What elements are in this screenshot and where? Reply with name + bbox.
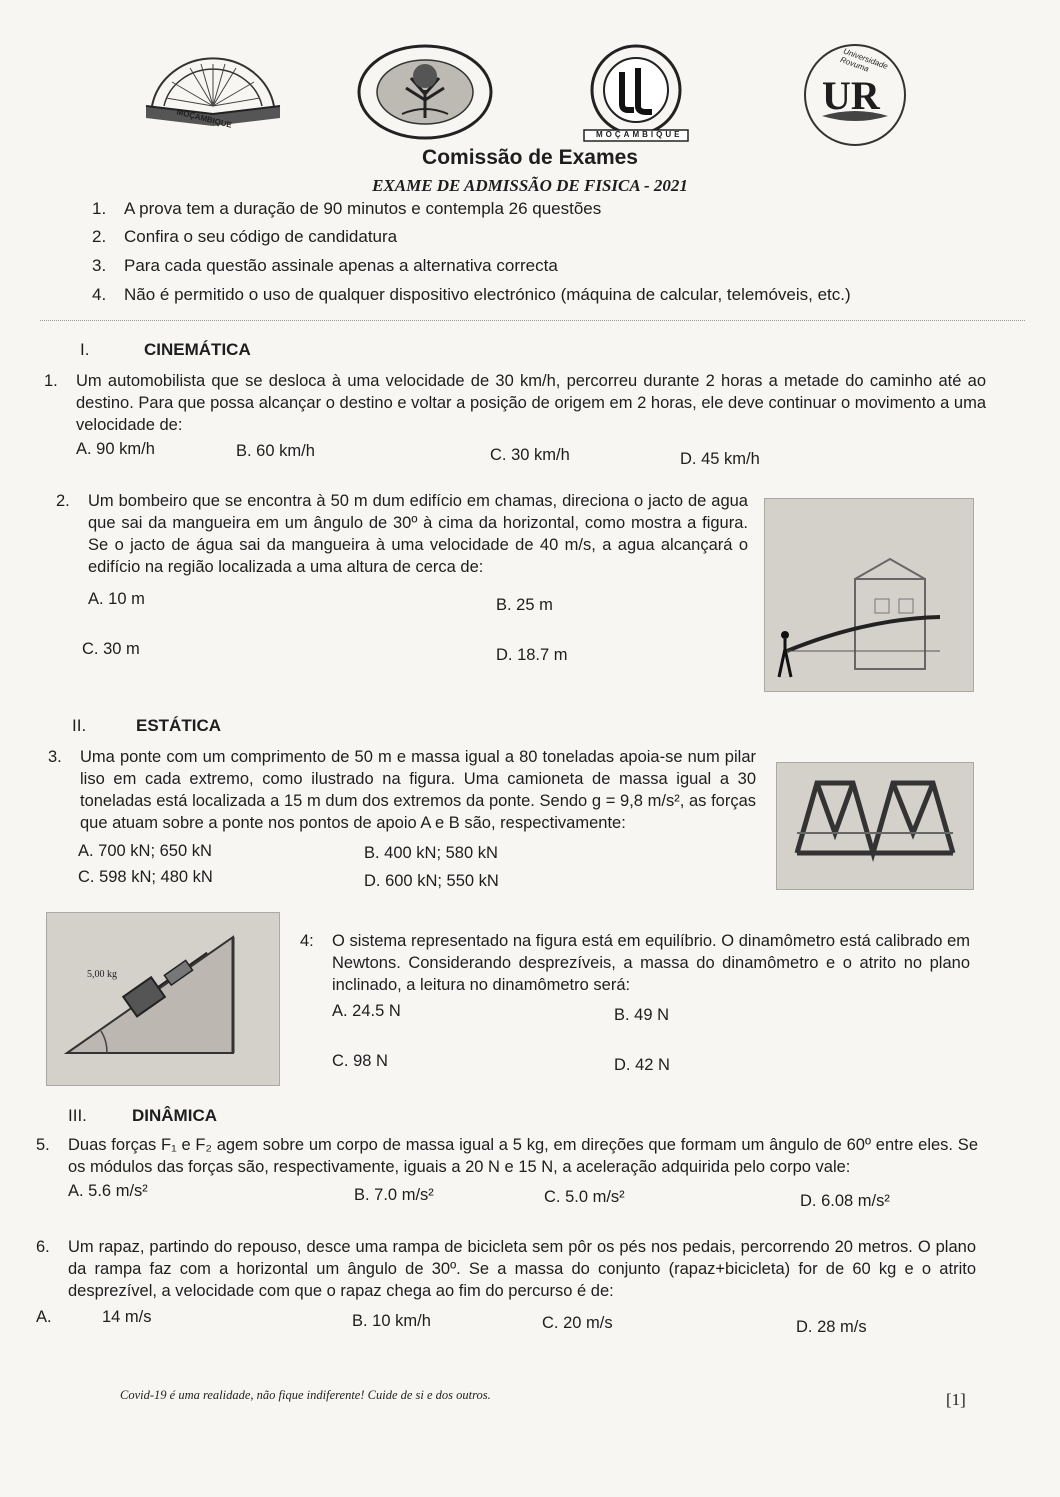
question-text: 5. Duas forças F₁ e F₂ agem sobre um corpo de massa igual a 5 kg, em direções que formam um ângulo de 60º entre eles. Se os módulos das forças são, respectivamente, iguais a 20 N e 15 N, a aceleração adquirida pelo corpo vale: — [36, 1136, 978, 1176]
upm-logo — [138, 44, 288, 139]
unilicungo-logo-caption: MOÇAMBIQUE — [596, 130, 683, 139]
firefighter-figure — [764, 498, 974, 692]
answer-option[interactable]: B. 7.0 m/s² — [354, 1186, 434, 1204]
answer-option[interactable]: C. 30 m — [82, 640, 140, 658]
divider — [40, 320, 1025, 321]
unirovuma-logo-initials: UR — [822, 73, 880, 118]
answer-option[interactable]: D. 45 km/h — [680, 450, 760, 468]
section-heading: I. CINEMÁTICA — [80, 340, 251, 359]
mass-label: 5,00 kg — [87, 969, 117, 980]
answer-option[interactable]: B. 25 m — [496, 596, 553, 614]
section-heading: II. ESTÁTICA — [72, 716, 221, 735]
instruction-item: 2. Confira o seu código de candidatura — [92, 227, 398, 246]
answer-option[interactable]: C. 30 km/h — [490, 446, 570, 464]
unirovuma-logo-name: Universidade Rovuma — [839, 46, 890, 74]
answer-option[interactable]: C. 598 kN; 480 kN — [78, 868, 213, 886]
answer-option[interactable]: C. 98 N — [332, 1052, 388, 1070]
section-heading: III. DINÂMICA — [68, 1106, 217, 1125]
question-text: 4: O sistema representado na figura está em equilíbrio. O dinamômetro está calibrado em Newtons. Considerando desprezíveis, a massa do dinamômetro e o atrito no plano inclinado, a leitura no dinamômetro será: — [300, 932, 970, 994]
instruction-item: 4. Não é permitido o uso de qualquer dispositivo electrónico (máquina de calcular, telemóveis, etc.) — [92, 285, 851, 304]
answer-option[interactable]: D. 18.7 m — [496, 646, 568, 664]
footer-note: Covid-19 é uma realidade, não fique indiferente! Cuide de si e dos outros. — [120, 1388, 491, 1402]
question-text: 6. Um rapaz, partindo do repouso, desce uma rampa de bicicleta sem pôr os pés nos pedais, percorrendo 20 metros. O plano da rampa faz com a horizontal um ângulo de 30º. Se a massa do conjunto (rapaz+bicicleta) for de 60 kg e o atrito desprezível, a velocidade com que o rapaz chega ao fim do percurso é de: — [36, 1238, 976, 1300]
answer-option[interactable]: D. 6.08 m/s² — [800, 1192, 890, 1210]
answer-option[interactable]: C. 20 m/s — [542, 1314, 613, 1332]
question-text: 3. Uma ponte com um comprimento de 50 m e massa igual a 80 toneladas apoia-se num pilar liso em cada extremo, como ilustrado na figura. Uma camioneta de massa igual a 30 toneladas está localizada a 15 m dum dos extremos da ponte. Sendo g = 9,8 m/s², as forças que atuam sobre a ponte nos pontos de apoio A e B são, respectivamente: — [48, 748, 756, 832]
answer-option[interactable]: B. 60 km/h — [236, 442, 315, 460]
answer-option[interactable]: B. 49 N — [614, 1006, 670, 1024]
answer-option[interactable]: D. 600 kN; 550 kN — [364, 872, 499, 890]
answer-option[interactable]: A. 5.6 m/s² — [68, 1182, 148, 1200]
unipungue-logo — [356, 44, 494, 140]
answer-option[interactable]: A. 24.5 N — [332, 1002, 401, 1020]
exam-subtitle: EXAME DE ADMISSÃO DE FISICA - 2021 — [372, 176, 688, 195]
answer-option-letter: A. — [36, 1308, 52, 1326]
instruction-item: 3. Para cada questão assinale apenas a alternativa correcta — [92, 256, 558, 275]
answer-option[interactable]: A. 700 kN; 650 kN — [78, 842, 212, 860]
answer-option[interactable]: A. 10 m — [88, 590, 145, 608]
answer-option[interactable]: B. 10 km/h — [352, 1312, 431, 1330]
question-text: 1. Um automobilista que se desloca à uma velocidade de 30 km/h, percorreu durante 2 horas a metade do caminho até ao destino. Para que possa alcançar o destino e voltar a posição de origem em 2 horas, ele deve continuar o movimento a uma velocidade de: — [44, 372, 986, 434]
unirovuma-logo — [800, 44, 910, 146]
answer-option[interactable]: A. 90 km/h — [76, 440, 155, 458]
page-title: Comissão de Exames — [422, 146, 638, 169]
answer-option[interactable]: B. 400 kN; 580 kN — [364, 844, 498, 862]
bridge-figure — [776, 762, 974, 890]
inclined-plane-figure — [46, 912, 280, 1086]
unilicungo-logo — [570, 44, 702, 144]
instruction-item: 1. A prova tem a duração de 90 minutos e contempla 26 questões — [92, 199, 602, 218]
answer-option[interactable]: C. 5.0 m/s² — [544, 1188, 625, 1206]
page-number: [1] — [946, 1390, 966, 1409]
upm-logo-caption: MOÇAMBIQUE — [175, 107, 233, 130]
answer-option[interactable]: D. 42 N — [614, 1056, 670, 1074]
answer-option[interactable]: D. 28 m/s — [796, 1318, 867, 1336]
answer-option[interactable]: 14 m/s — [102, 1308, 152, 1326]
question-text: 2. Um bombeiro que se encontra à 50 m dum edifício em chamas, direciona o jacto de agua que sai da mangueira em um ângulo de 30º à cima da horizontal, como mostra a figura. Se o jacto de água sai da mangueira à uma velocidade de 40 m/s, a agua alcançará o edifício na região localizada a uma altura de cerca de: — [56, 492, 748, 576]
